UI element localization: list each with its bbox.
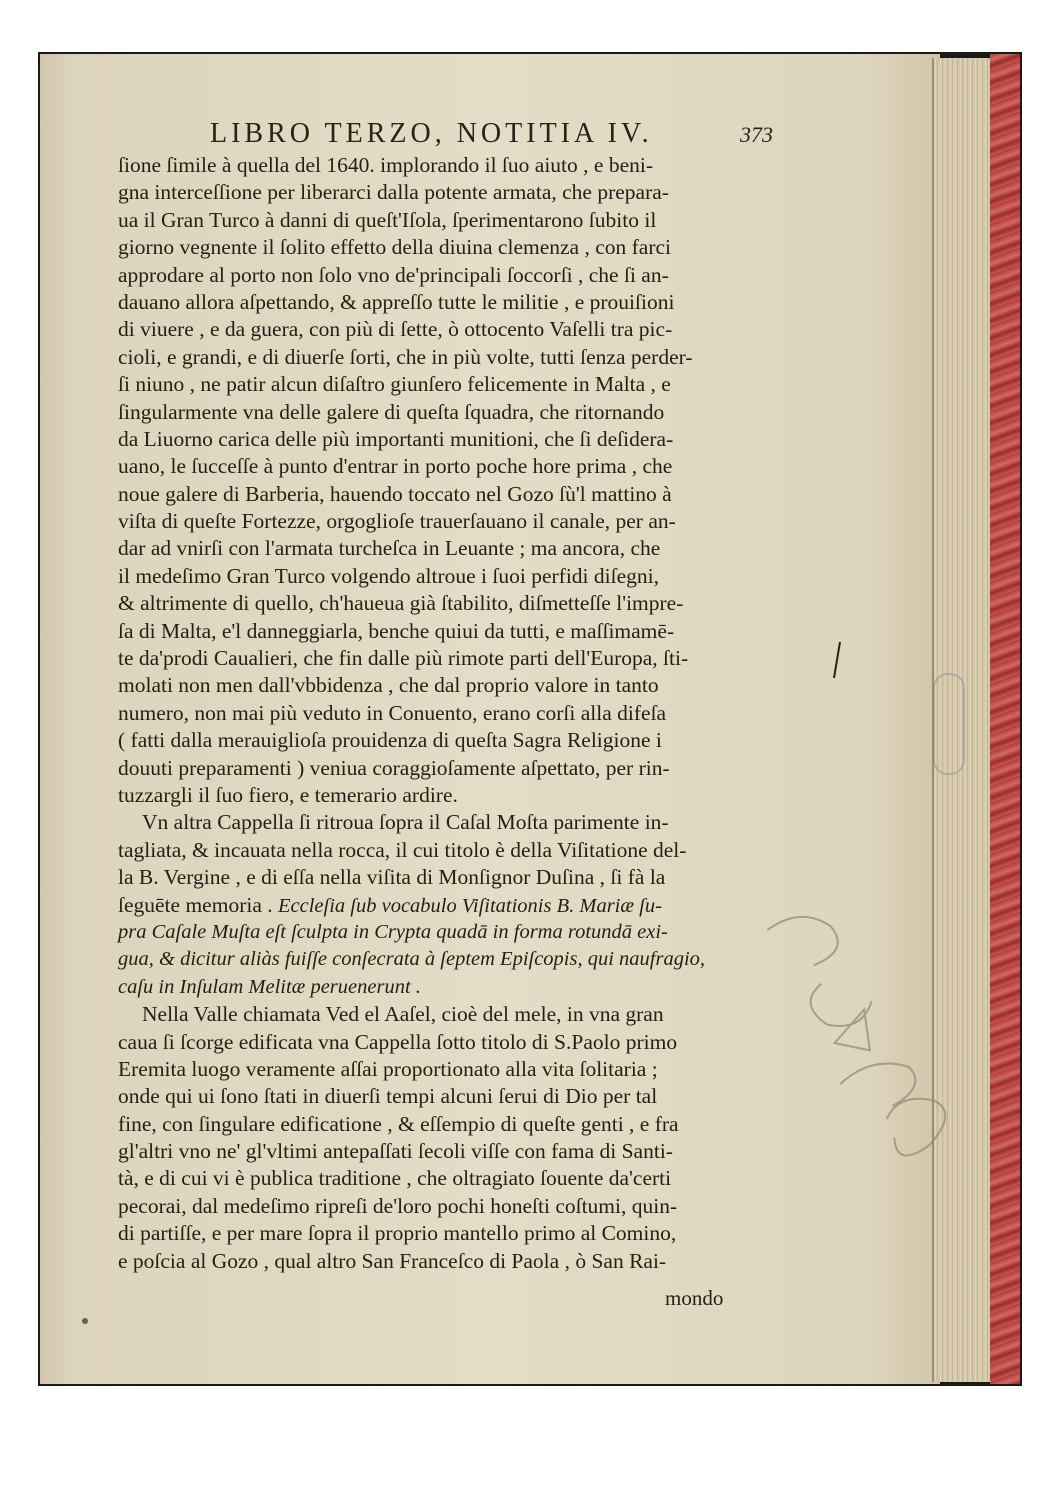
text-line	[118, 892, 808, 919]
latin-line: pra Caſale Muſta eſt ſculpta in Crypta quadā in forma rotundā exi-	[118, 920, 668, 943]
faint-library-stamp-icon	[930, 670, 970, 780]
text-line: & altrimente di quello, ch'haueua già ſtabilito, diſmetteſſe l'impre-	[118, 591, 684, 616]
text-line: dar ad vnirſi con l'armata turcheſca in Leuante ; ma ancora, che	[118, 536, 661, 561]
text-line: te da'prodi Caualieri, che fin dalle più rimote parti dell'Europa, ſti-	[118, 646, 689, 671]
text-line: noue galere di Barberia, hauendo toccato nel Gozo ſù'l mattino à	[118, 481, 672, 506]
text-line: Eremita luogo veramente aſſai proportionato alla vita ſolitaria ;	[118, 1056, 658, 1081]
text-line: tà, e di cui vi è publica traditione , che oltragiato ſouente da'certi	[118, 1166, 672, 1191]
text-line: pecorai, dal medeſimo ripreſi de'loro pochi honeſti coſtumi, quin-	[118, 1193, 678, 1218]
text-line: ſi niuno , ne patir alcun diſaſtro giunſero felicemente in Malta , e	[118, 372, 671, 397]
text-line: il medeſimo Gran Turco volgendo altroue i ſuoi perfidi diſegni,	[118, 563, 659, 588]
latin-line: gua, & dicitur aliàs fuiſſe conſecrata à ſeptem Epiſcopis, qui naufragio,	[118, 948, 706, 971]
text-line: caua ſi ſcorge edificata vna Cappella ſotto titolo di S.Paolo primo	[118, 1029, 678, 1054]
latin-quote: Eccleſia ſub vocabulo Viſitationis B. Mariæ ſu-	[278, 894, 662, 917]
text-line: ua il Gran Turco à danni di queſt'Iſola, ſperimentarono ſubito il	[118, 207, 657, 232]
text-line: ſione ſimile à quella del 1640. implorando il ſuo aiuto , e beni-	[118, 153, 653, 177]
text-line: la B. Vergine , e di eſſa nella viſita di Monſignor Duſina , ſi fà la	[118, 865, 666, 890]
text-line: onde qui ui ſono ſtati in diuerſi tempi alcuni ſerui di Dio per tal	[118, 1084, 658, 1109]
text-line: tuzzargli il ſuo fiero, e temerario ardire.	[118, 782, 458, 807]
text-line: di viuere , e da guera, con più di ſette, ò ottocento Vaſelli tra pic-	[118, 317, 673, 342]
text-line: fine, con ſingulare edificatione , & eſſempio di queſte genti , e fra	[118, 1111, 679, 1136]
text-line: numero, non mai più veduto in Conuento, erano corſi alla difeſa	[118, 700, 667, 725]
text-line: ſingularmente vna delle galere di queſta ſquadra, che ritornando	[118, 399, 665, 424]
text-line: uano, le ſucceſſe à punto d'entrar in porto poche hore prima , che	[118, 454, 673, 479]
catchword: mondo	[665, 1286, 724, 1310]
text-line: gna interceſſione per liberarci dalla potente armata, che prepara-	[118, 180, 669, 205]
text-line: viſta di queſte Fortezze, orgoglioſe trauerſauano il canale, per an-	[118, 509, 676, 534]
text-line: gl'altri vno ne' gl'vltimi antepaſſati ſecoli viſſe con fama di Santi-	[118, 1139, 673, 1164]
latin-line: caſu in Inſulam Melitæ peruenerunt .	[118, 975, 421, 998]
margin-ink-mark	[830, 640, 844, 680]
text-run: ſeguēte memoria .	[118, 892, 278, 917]
running-head: LIBRO TERZO, NOTITIA IV.	[210, 118, 653, 149]
text-line: cioli, e grandi, e di diuerſe ſorti, che in più volte, tutti ſenza perder-	[118, 344, 693, 369]
text-line: dauano allora aſpettando, & appreſſo tutte le militie , e prouiſioni	[118, 289, 675, 314]
text-line: tagliata, & incauata nella rocca, il cui titolo è della Viſitatione del-	[118, 837, 687, 862]
text-line: douuti preparamenti ) veniua coraggioſamente aſpettato, per rin-	[118, 755, 670, 780]
text-line: ſa di Malta, e'l danneggiarla, benche quiui da tutti, e maſſimamē-	[118, 618, 675, 643]
text-line: ( fatti dalla merauiglioſa prouidenza di queſta Sagra Religione i	[118, 728, 662, 753]
text-line: da Liuorno carica delle più importanti munitioni, che ſi deſidera-	[118, 426, 674, 451]
text-line: Vn altra Cappella ſi ritroua ſopra il Caſal Moſta parimente in-	[142, 810, 669, 835]
page-number: 373	[740, 122, 773, 147]
text-line: approdare al porto non ſolo vno de'principali ſoccorſi , che ſi an-	[118, 262, 669, 287]
text-line: Nella Valle chiamata Ved el Aaſel, cioè del mele, in vna gran	[142, 1002, 664, 1027]
marbled-cover-edge	[990, 54, 1020, 1384]
ink-dot	[82, 1318, 88, 1324]
text-line: di partiſſe, e per mare ſopra il proprio mantello primo al Comino,	[118, 1221, 677, 1246]
text-line: molati non men dall'vbbidenza , che dal proprio valore in tanto	[118, 673, 659, 698]
text-line: e poſcia al Gozo , qual altro San Franceſco di Paola , ò San Rai-	[118, 1248, 667, 1273]
text-line: giorno vegnente il ſolito effetto della diuina clemenza , con farci	[118, 235, 672, 260]
body-text	[118, 152, 808, 1275]
